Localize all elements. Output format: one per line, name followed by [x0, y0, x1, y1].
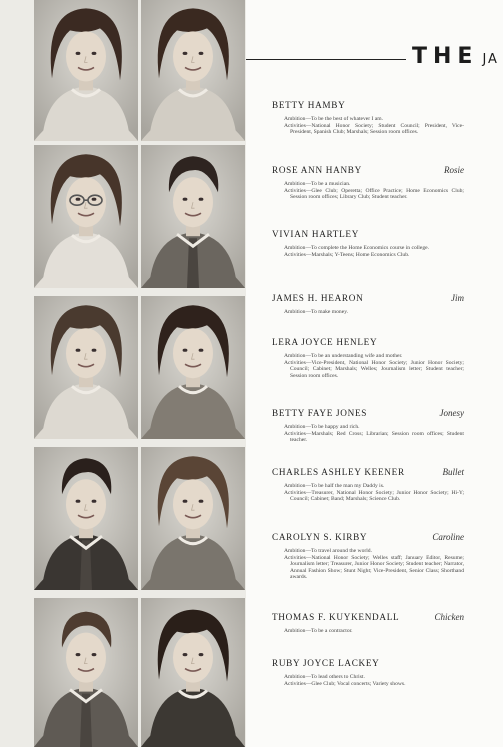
portrait-illustration: [141, 145, 245, 288]
student-name: VIVIAN HARTLEY: [272, 229, 360, 239]
student-ambition: Ambition—To travel around the world.: [284, 548, 373, 554]
student-name: ROSE ANN HANBY: [272, 165, 362, 175]
student-activities: Activities—Marshals; Y-Teens; Home Economics Club.: [284, 251, 410, 258]
student-ambition: Ambition—To be happy and rich.: [284, 424, 360, 430]
student-nickname: Bullet: [442, 467, 464, 477]
photo-betty-faye-jones: [141, 296, 245, 439]
student-entry: [272, 658, 464, 687]
portrait-illustration: [34, 447, 138, 590]
photo-charles-ashley-keener: [34, 447, 138, 590]
student-ambition: Ambition—To complete the Home Economics course in college.: [284, 245, 430, 251]
student-ambition: Ambition—To lead others to Christ.: [284, 674, 365, 680]
portrait-illustration: [34, 0, 138, 141]
student-entry: [272, 229, 464, 258]
student-activities: Activities—Vice-President, National Honor Society; Junior Honor Society; Council; Cabinet; Marshals; Welles; Journalism letter; Student teacher; Session room offices.: [284, 359, 464, 379]
student-name: CAROLYN S. KIRBY: [272, 532, 368, 542]
student-activities: Activities—National Honor Society; Welles staff; January Editor, Resume; Journalism letter; Treasurer, Junior Honor Society; Student teacher; Narrator, Annual Fashion Show; Stunt Night; Vice-President, Senior Class; Shorthand awards.: [284, 554, 464, 581]
student-activities: Activities—Glee Club; Vocal concerts; Variety shows.: [284, 680, 406, 687]
page-title: [412, 44, 499, 69]
student-ambition: Ambition—To be half the man my Daddy is.: [284, 483, 385, 489]
portrait-illustration: [34, 598, 138, 747]
student-name: JAMES H. HEARON: [272, 293, 364, 303]
photo-column: [0, 0, 246, 747]
student-name: RUBY JOYCE LACKEY: [272, 658, 380, 668]
portrait-illustration: [141, 598, 245, 747]
student-name: THOMAS F. KUYKENDALL: [272, 612, 400, 622]
photo-rose-ann-hanby: [141, 0, 245, 141]
photo-vivian-hartley: [34, 145, 138, 288]
student-nickname: Caroline: [432, 532, 464, 542]
student-nickname: Jonesy: [439, 408, 464, 418]
student-entry: [272, 165, 464, 201]
portrait-illustration: [34, 296, 138, 439]
photo-james-hearon: [141, 145, 245, 288]
student-entry: [272, 408, 464, 444]
student-ambition: Ambition—To be an understanding wife and mother.: [284, 353, 403, 359]
student-entry: [272, 532, 464, 581]
student-ambition: Ambition—To make money.: [284, 309, 349, 315]
student-ambition: Ambition—To be a musician.: [284, 181, 351, 187]
photo-betty-hamby: [34, 0, 138, 141]
student-nickname: Chicken: [434, 612, 464, 622]
photo-lera-joyce-henley: [34, 296, 138, 439]
portrait-illustration: [141, 0, 245, 141]
portrait-illustration: [141, 296, 245, 439]
page-title-text: THE: [412, 44, 479, 69]
student-entry: [272, 467, 464, 503]
photo-ruby-joyce-lackey: [141, 598, 245, 747]
header-rule: [246, 59, 406, 60]
portrait-illustration: [34, 145, 138, 288]
student-entry: [272, 337, 464, 379]
student-nickname: Jim: [451, 293, 464, 303]
student-name: BETTY FAYE JONES: [272, 408, 368, 418]
page-title-tail: JA: [482, 52, 499, 67]
student-nickname: Rosie: [444, 165, 464, 175]
student-entry: [272, 293, 464, 316]
photo-carolyn-kirby: [141, 447, 245, 590]
student-name: BETTY HAMBY: [272, 100, 346, 110]
student-ambition: Ambition—To be a contractor.: [284, 628, 353, 634]
student-activities: Activities—National Honor Society; Student Council; President, Vice-President, Spanish Club; Marshals; Session room offices.: [284, 122, 464, 136]
photo-thomas-kuykendall: [34, 598, 138, 747]
student-name: LERA JOYCE HENLEY: [272, 337, 378, 347]
student-activities: Activities—Glee Club; Operetta; Office Practice; Home Economics Club; Session room offices; Library Club; Student teacher.: [284, 187, 464, 201]
student-activities: Activities—Treasurer, National Honor Society; Junior Honor Society; Hi-Y; Council; Cabinet; Band; Marshals; Science Club.: [284, 489, 464, 503]
student-ambition: Ambition—To be the best of whatever I am.: [284, 116, 384, 122]
portrait-illustration: [141, 447, 245, 590]
student-entry: [272, 612, 464, 635]
student-entry: [272, 100, 464, 136]
student-name: CHARLES ASHLEY KEENER: [272, 467, 405, 477]
student-activities: Activities—Marshals; Red Cross; Librarian; Session room offices; Student teacher.: [284, 430, 464, 444]
